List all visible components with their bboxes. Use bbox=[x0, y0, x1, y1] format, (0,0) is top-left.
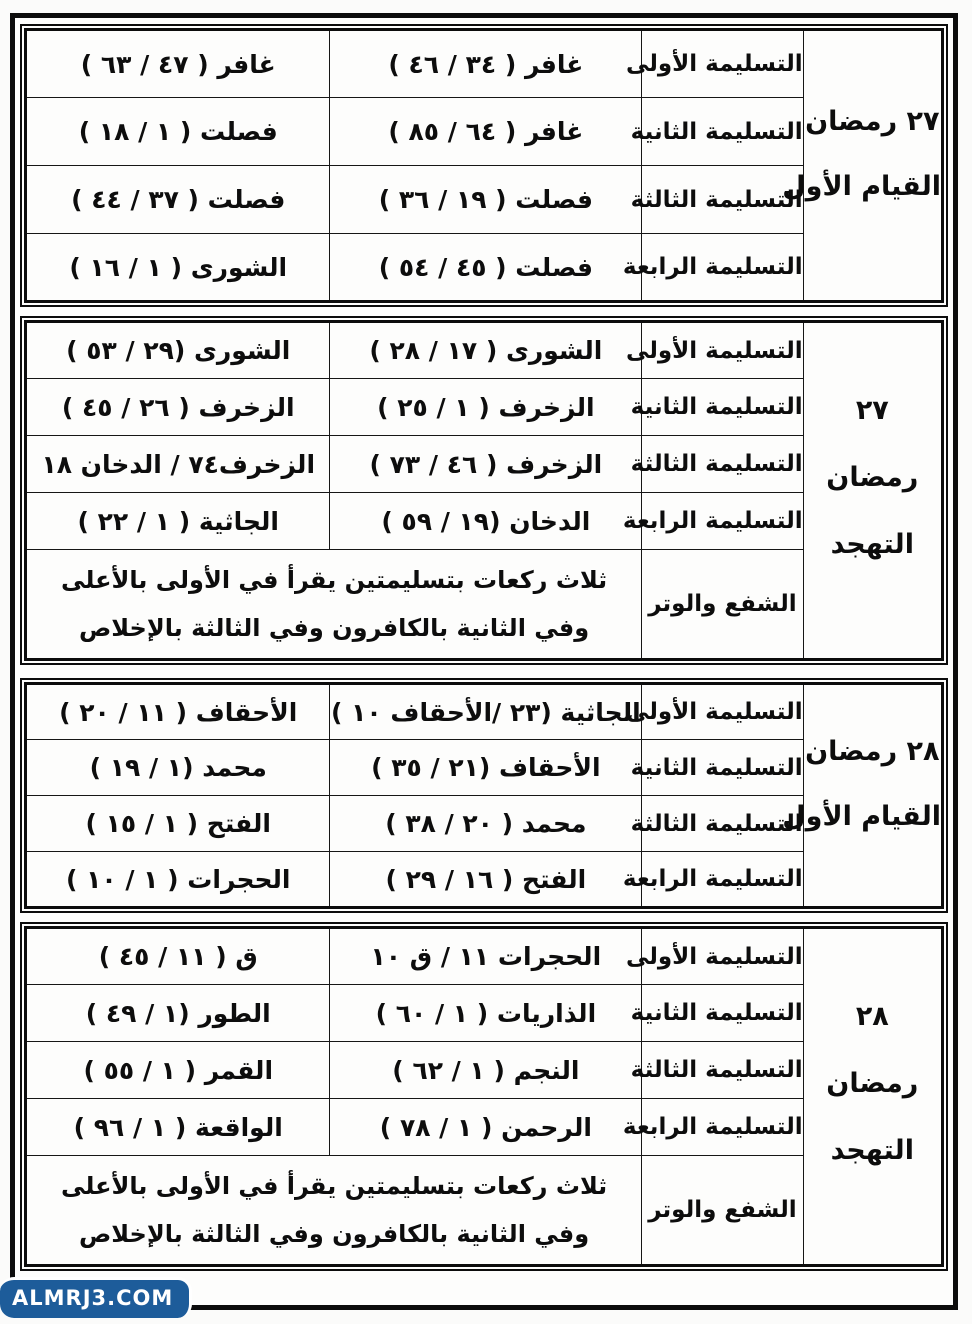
day-label-line: ٢٨ bbox=[855, 1001, 889, 1032]
witr-note: ثلاث ركعات بتسليمتين يقرأ في الأولى بالأعلى وفي الثانية بالكافرون وفي الثالثة بالإخلاص bbox=[26, 550, 642, 660]
day-label-line: القيام الأول bbox=[782, 170, 941, 202]
taslima-label: التسليمة الأولى bbox=[642, 928, 803, 985]
day-label-line: ٢٨ رمضان bbox=[805, 735, 940, 767]
taslima-label: التسليمة الثالثة bbox=[642, 166, 803, 234]
taslima-label: التسليمة الثالثة bbox=[642, 1042, 803, 1099]
day-label-line: رمضان bbox=[826, 462, 919, 493]
verse-range: الحجرات ( ١ / ١٠ ) bbox=[26, 852, 330, 908]
block-27-tahajjud bbox=[20, 316, 948, 665]
verse-range: الزخرف٧٤ / الدخان ١٨ bbox=[26, 436, 330, 493]
verse-range: الفتح ( ١٦ / ٢٩ ) bbox=[330, 852, 642, 908]
table-row bbox=[26, 30, 943, 98]
witr-label: الشفع والوتر bbox=[642, 1156, 803, 1266]
schedule-table-27-qiyam bbox=[24, 28, 944, 303]
verse-range: الشورى ( ١ / ١٦ ) bbox=[26, 234, 330, 302]
taslima-label: التسليمة الثانية bbox=[642, 98, 803, 166]
verse-range: الحجرات ١١ / ق ١٠ bbox=[330, 928, 642, 985]
verse-range: الزخرف ( ٢٦ / ٤٥ ) bbox=[26, 379, 330, 436]
block-28-tahajjud bbox=[20, 922, 948, 1271]
verse-range: الزخرف ( ٤٦ / ٧٣ ) bbox=[330, 436, 642, 493]
verse-range: الشورى (٢٩ / ٥٣ ) bbox=[26, 322, 330, 379]
verse-range: غافر ( ٦٤ / ٨٥ ) bbox=[330, 98, 642, 166]
almrj3-watermark-badge: ALMRJ3.COM bbox=[0, 1277, 192, 1318]
day-label-cell bbox=[782, 684, 942, 908]
taslima-label: التسليمة الثانية bbox=[642, 379, 803, 436]
verse-range: الذاريات ( ١ / ٦٠ ) bbox=[330, 985, 642, 1042]
day-label-cell bbox=[803, 322, 942, 660]
page-frame bbox=[10, 13, 958, 1310]
taslima-label: التسليمة الثالثة bbox=[642, 796, 803, 852]
verse-range: الدخان (١٩ / ٥٩ ) bbox=[330, 493, 642, 550]
taslima-label: التسليمة الثانية bbox=[642, 740, 803, 796]
block-27-qiyam bbox=[20, 24, 948, 307]
day-label-line: التهجد bbox=[830, 529, 914, 560]
verse-range: محمد ( ٢٠ / ٣٨ ) bbox=[330, 796, 642, 852]
day-label-line: القيام الأول bbox=[782, 800, 941, 832]
verse-range: الطور (١ / ٤٩ ) bbox=[26, 985, 330, 1042]
verse-range: الأحقاف (٢١ / ٣٥ ) bbox=[330, 740, 642, 796]
witr-note: ثلاث ركعات بتسليمتين يقرأ في الأولى بالأعلى وفي الثانية بالكافرون وفي الثالثة بالإخلاص bbox=[26, 1156, 642, 1266]
taslima-label: التسليمة الثانية bbox=[642, 985, 803, 1042]
taslima-label: التسليمة الأولى bbox=[642, 684, 803, 740]
verse-range: الجاثية (٢٣ /الأحقاف ١٠ ) bbox=[330, 684, 642, 740]
verse-range: الرحمن ( ١ / ٧٨ ) bbox=[330, 1099, 642, 1156]
verse-range: الواقعة ( ١ / ٩٦ ) bbox=[26, 1099, 330, 1156]
day-label-cell bbox=[782, 30, 942, 302]
taslima-label: التسليمة الرابعة bbox=[642, 852, 803, 908]
verse-range: محمد (١ / ١٩ ) bbox=[26, 740, 330, 796]
day-label-line: ٢٧ رمضان bbox=[805, 105, 940, 137]
verse-range: غافر ( ٣٤ / ٤٦ ) bbox=[330, 30, 642, 98]
taslima-label: التسليمة الأولى bbox=[642, 322, 803, 379]
table-row bbox=[26, 322, 943, 379]
taslima-label: التسليمة الرابعة bbox=[642, 234, 803, 302]
verse-range: الأحقاف ( ١١ / ٢٠ ) bbox=[26, 684, 330, 740]
verse-range: الفتح ( ١ / ١٥ ) bbox=[26, 796, 330, 852]
verse-range: فصلت ( ١ / ١٨ ) bbox=[26, 98, 330, 166]
verse-range: ق ( ١١ / ٤٥ ) bbox=[26, 928, 330, 985]
verse-range: الشورى ( ١٧ / ٢٨ ) bbox=[330, 322, 642, 379]
day-label-line: التهجد bbox=[830, 1135, 914, 1166]
taslima-label: التسليمة الرابعة bbox=[642, 493, 803, 550]
table-row bbox=[26, 684, 943, 740]
verse-range: فصلت ( ١٩ / ٣٦ ) bbox=[330, 166, 642, 234]
verse-range: غافر ( ٤٧ / ٦٣ ) bbox=[26, 30, 330, 98]
verse-range: الزخرف ( ١ / ٢٥ ) bbox=[330, 379, 642, 436]
verse-range: فصلت ( ٤٥ / ٥٤ ) bbox=[330, 234, 642, 302]
schedule-table-27-tahajjud bbox=[24, 320, 944, 661]
verse-range: الجاثية ( ١ / ٢٢ ) bbox=[26, 493, 330, 550]
table-row bbox=[26, 928, 943, 985]
taslima-label: التسليمة الثالثة bbox=[642, 436, 803, 493]
taslima-label: التسليمة الأولى bbox=[642, 30, 803, 98]
witr-label: الشفع والوتر bbox=[642, 550, 803, 660]
verse-range: القمر ( ١ / ٥٥ ) bbox=[26, 1042, 330, 1099]
verse-range: النجم ( ١ / ٦٢ ) bbox=[330, 1042, 642, 1099]
taslima-label: التسليمة الرابعة bbox=[642, 1099, 803, 1156]
day-label-line: رمضان bbox=[826, 1068, 919, 1099]
verse-range: فصلت ( ٣٧ / ٤٤ ) bbox=[26, 166, 330, 234]
day-label-line: ٢٧ bbox=[855, 395, 889, 426]
block-28-qiyam bbox=[20, 678, 948, 913]
schedule-table-28-qiyam bbox=[24, 682, 944, 909]
schedule-table-28-tahajjud bbox=[24, 926, 944, 1267]
day-label-cell bbox=[803, 928, 942, 1266]
